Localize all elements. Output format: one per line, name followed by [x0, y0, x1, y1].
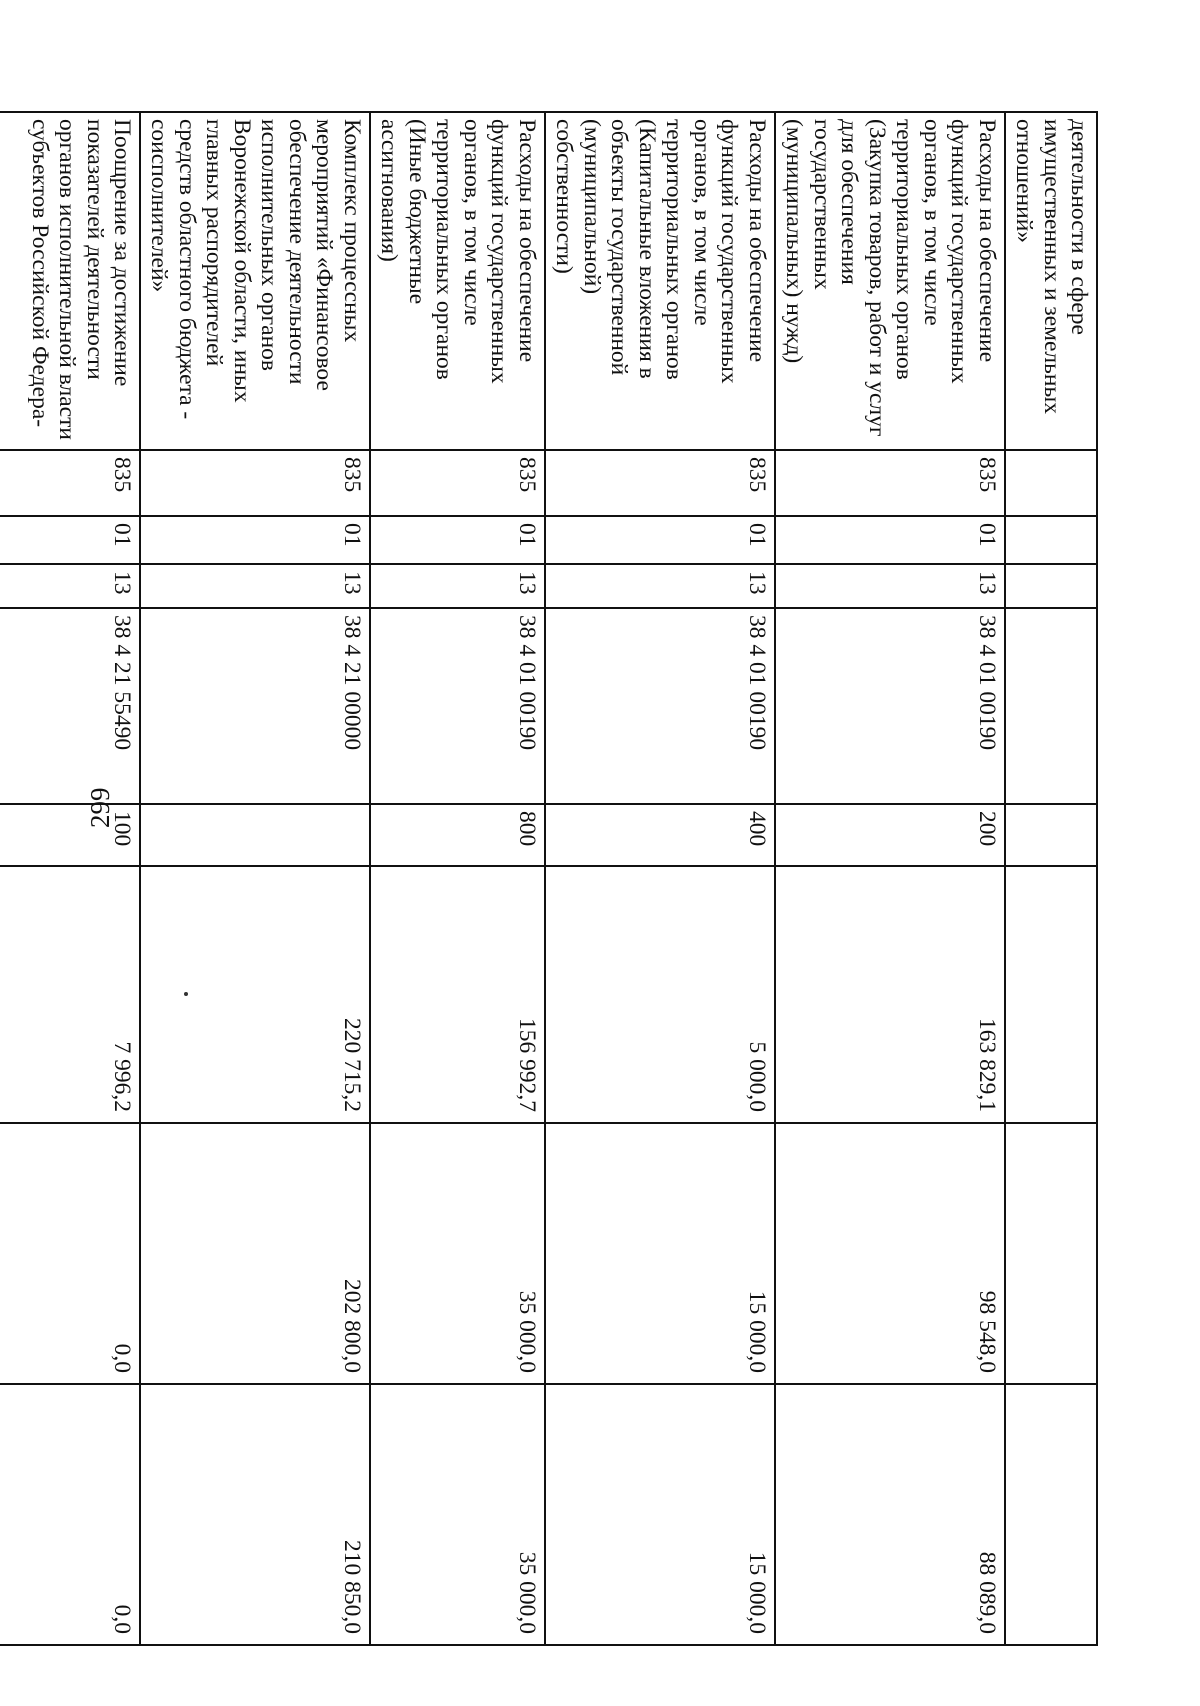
pr-cell: 13 — [545, 564, 775, 608]
row-description: Расходы на обеспечение функций государственных органов, в том числе территориальных органов (Закупка товаров, работ и услуг для обеспечения государственных (муниципальных) нужд) — [775, 112, 1005, 450]
sum-cell: 88 089,0 — [775, 1384, 1005, 1645]
sum-cell: 98 548,0 — [775, 1123, 1005, 1384]
budget-table — [0, 111, 1098, 1646]
pr-cell — [1005, 564, 1097, 608]
sum-cell: 35 000,0 — [370, 1123, 545, 1384]
rz-cell: 01 — [775, 516, 1005, 564]
csr-cell — [1005, 608, 1097, 804]
rz-cell: 01 — [545, 516, 775, 564]
grbs-cell: 835 — [0, 450, 140, 516]
grbs-cell — [1005, 450, 1097, 516]
vr-cell: 400 — [545, 804, 775, 866]
row-description: Комплекс процессных мероприятий «Финансовое обеспечение деятельности исполнительных органов Воронежской области, иных главных распорядителей средств областного бюджета - соисполнителей» — [140, 112, 370, 450]
csr-cell: 38 4 01 00190 — [370, 608, 545, 804]
table-row — [0, 112, 140, 1645]
row-description: Расходы на обеспечение функций государственных органов, в том числе территориальных органов (Капитальные вложения в объекты государственной (муниципальной) собственности) — [545, 112, 775, 450]
vr-cell: 800 — [370, 804, 545, 866]
sum-cell: 15 000,0 — [545, 1384, 775, 1645]
sum-cell: 0,0 — [0, 1384, 140, 1645]
pr-cell: 13 — [0, 564, 140, 608]
grbs-cell: 835 — [775, 450, 1005, 516]
vr-cell — [140, 804, 370, 866]
csr-cell: 38 4 21 00000 — [140, 608, 370, 804]
sum-cell — [1005, 1384, 1097, 1645]
rz-cell: 01 — [0, 516, 140, 564]
rz-cell: 01 — [140, 516, 370, 564]
table-row — [1005, 112, 1097, 1645]
row-description: деятельности в сфере имущественных и земельных отношений» — [1005, 112, 1097, 450]
sum-cell: 163 829,1 — [775, 866, 1005, 1123]
pr-cell: 13 — [370, 564, 545, 608]
sum-cell: 0,0 — [0, 1123, 140, 1384]
pr-cell: 13 — [775, 564, 1005, 608]
csr-cell: 38 4 01 00190 — [545, 608, 775, 804]
table-row — [545, 112, 775, 1645]
sum-cell: 202 800,0 — [140, 1123, 370, 1384]
vr-cell: 200 — [775, 804, 1005, 866]
sum-cell: 5 000,0 — [545, 866, 775, 1123]
sum-cell — [1005, 1123, 1097, 1384]
rz-cell: 01 — [370, 516, 545, 564]
sum-cell: 156 992,7 — [370, 866, 545, 1123]
pr-cell: 13 — [140, 564, 370, 608]
sum-cell: 210 850,0 — [140, 1384, 370, 1645]
csr-cell: 38 4 01 00190 — [775, 608, 1005, 804]
table-row — [775, 112, 1005, 1645]
sum-cell: 220 715,2 — [140, 866, 370, 1123]
vr-cell — [1005, 804, 1097, 866]
table-row — [370, 112, 545, 1645]
sum-cell: 35 000,0 — [370, 1384, 545, 1645]
grbs-cell: 835 — [370, 450, 545, 516]
row-description: Расходы на обеспечение функций государственных органов, в том числе территориальных органов (Иные бюджетные ассигнования) — [370, 112, 545, 450]
grbs-cell: 835 — [545, 450, 775, 516]
sum-cell — [1005, 866, 1097, 1123]
rz-cell — [1005, 516, 1097, 564]
sum-cell: 7 996,2 — [0, 866, 140, 1123]
sum-cell: 15 000,0 — [545, 1123, 775, 1384]
vr-cell: 100 — [0, 804, 140, 866]
csr-cell: 38 4 21 55490 — [0, 608, 140, 804]
page-number: 299 — [85, 787, 115, 828]
table-row — [140, 112, 370, 1645]
grbs-cell: 835 — [140, 450, 370, 516]
row-description: Поощрение за достижение показателей деятельности органов исполнительной власти субъектов Российской Федера- — [0, 112, 140, 450]
